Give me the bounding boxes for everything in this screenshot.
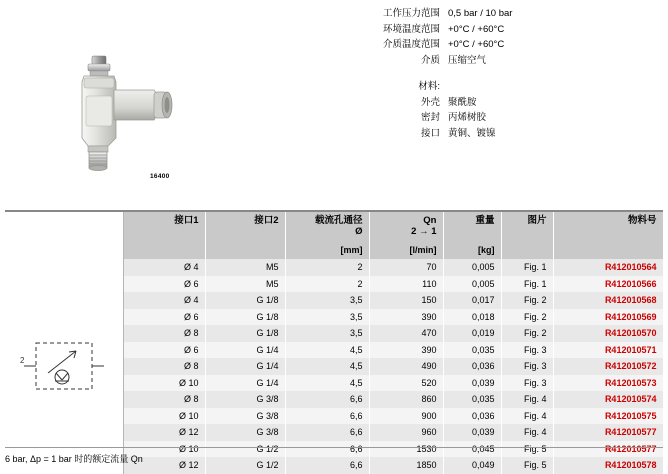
cell-port1: Ø 8 <box>123 391 205 408</box>
cell-port2: G 1/4 <box>205 342 285 359</box>
cell-port2: G 3/8 <box>205 408 285 425</box>
cell-bore: 6,6 <box>285 441 369 458</box>
cell-partno[interactable]: R412010578 <box>553 457 663 474</box>
material-header-row <box>228 79 658 95</box>
cell-weight: 0,049 <box>443 457 501 474</box>
cell-weight: 0,036 <box>443 408 501 425</box>
cell-partno[interactable]: R412010575 <box>553 408 663 425</box>
cell-qn: 390 <box>369 309 443 326</box>
cell-port1: Ø 10 <box>123 408 205 425</box>
header-port2: 接口2 <box>205 212 285 242</box>
cell-figure: Fig. 1 <box>501 276 553 293</box>
cell-bore: 4,5 <box>285 358 369 375</box>
cell-port1: Ø 4 <box>123 259 205 276</box>
cell-weight: 0,036 <box>443 358 501 375</box>
cell-port1: Ø 6 <box>123 309 205 326</box>
product-photo <box>58 52 188 172</box>
cell-qn: 70 <box>369 259 443 276</box>
cell-port1: Ø 8 <box>123 325 205 342</box>
cell-bore: 6,6 <box>285 408 369 425</box>
cell-port1: Ø 4 <box>123 292 205 309</box>
cell-figure: Fig. 3 <box>501 375 553 392</box>
table-row <box>5 259 663 276</box>
cell-figure: Fig. 4 <box>501 424 553 441</box>
units-partno <box>553 242 663 259</box>
spec-row <box>228 22 658 38</box>
cell-figure: Fig. 3 <box>501 358 553 375</box>
units-port1 <box>123 242 205 259</box>
cell-figure: Fig. 1 <box>501 259 553 276</box>
cell-qn: 150 <box>369 292 443 309</box>
spec-value: 0,5 bar / 10 bar <box>448 8 513 19</box>
spec-value: +0°C / +60°C <box>448 39 505 50</box>
circuit-symbol-icon <box>14 337 110 395</box>
cell-qn: 1850 <box>369 457 443 474</box>
material-header-label: 材料: <box>418 81 440 92</box>
spec-label: 环境温度范围 <box>382 23 440 35</box>
cell-port1: Ø 8 <box>123 358 205 375</box>
cell-qn: 960 <box>369 424 443 441</box>
cell-port1: Ø 12 <box>123 424 205 441</box>
cell-qn: 470 <box>369 325 443 342</box>
cell-port1: Ø 12 <box>123 457 205 474</box>
spec-value: 丙烯树胶 <box>448 112 487 123</box>
cell-qn: 110 <box>369 276 443 293</box>
cell-weight: 0,039 <box>443 375 501 392</box>
header-symbol <box>5 212 123 242</box>
cell-port2: G 1/2 <box>205 457 285 474</box>
header-bore-line1: 载流孔通径 <box>314 215 363 226</box>
cell-weight: 0,017 <box>443 292 501 309</box>
cell-port2: G 1/4 <box>205 375 285 392</box>
cell-bore: 6,6 <box>285 424 369 441</box>
cell-port2: M5 <box>205 276 285 293</box>
table-units-row <box>5 242 663 259</box>
cell-figure: Fig. 5 <box>501 441 553 458</box>
table-header-row <box>5 212 663 242</box>
cell-partno[interactable]: R412010571 <box>553 342 663 359</box>
header-qn-line2: 2 → 1 <box>411 226 437 237</box>
cell-bore: 6,6 <box>285 457 369 474</box>
cell-qn: 1530 <box>369 441 443 458</box>
cell-figure: Fig. 3 <box>501 342 553 359</box>
material-header-value <box>448 79 658 95</box>
cell-partno[interactable]: R412010566 <box>553 276 663 293</box>
cell-port2: G 1/4 <box>205 358 285 375</box>
spec-label: 密封 <box>420 112 440 123</box>
cell-partno[interactable]: R412010577 <box>553 441 663 458</box>
cell-partno[interactable]: R412010573 <box>553 375 663 392</box>
header-figure: 图片 <box>501 212 553 242</box>
cell-bore: 3,5 <box>285 309 369 326</box>
spec-label: 介质温度范围 <box>382 39 440 50</box>
cell-figure: Fig. 5 <box>501 457 553 474</box>
cell-partno[interactable]: R412010572 <box>553 358 663 375</box>
cell-weight: 0,005 <box>443 259 501 276</box>
units-figure <box>501 242 553 259</box>
cell-bore: 4,5 <box>285 342 369 359</box>
cell-port1: Ø 10 <box>123 441 205 458</box>
cell-weight: 0,035 <box>443 342 501 359</box>
cell-weight: 0,035 <box>443 391 501 408</box>
cell-port2: G 1/8 <box>205 325 285 342</box>
cell-bore: 3,5 <box>285 325 369 342</box>
cell-figure: Fig. 4 <box>501 408 553 425</box>
spec-row <box>228 6 658 22</box>
cell-figure: Fig. 2 <box>501 325 553 342</box>
spec-value: +0°C / +60°C <box>448 23 505 35</box>
spec-row <box>228 126 658 142</box>
cell-partno[interactable]: R412010577 <box>553 424 663 441</box>
spec-value: 压缩空气 <box>448 54 487 66</box>
cell-partno[interactable]: R412010569 <box>553 309 663 326</box>
units-port2 <box>205 242 285 259</box>
spec-label: 外壳 <box>420 96 440 108</box>
spec-row <box>228 37 658 53</box>
header-weight: 重量 <box>443 212 501 242</box>
image-caption: 16400 <box>150 173 170 180</box>
cell-port2: G 3/8 <box>205 391 285 408</box>
header-bore <box>285 212 369 242</box>
cell-bore: 6,6 <box>285 391 369 408</box>
cell-partno[interactable]: R412010564 <box>553 259 663 276</box>
symbol-port-label: 2 <box>19 356 25 366</box>
spec-row <box>228 53 658 69</box>
spec-value: 黄铜、镀镍 <box>448 127 496 139</box>
cell-port1: Ø 6 <box>123 276 205 293</box>
units-bore: [mm] <box>285 242 369 259</box>
cell-bore: 2 <box>285 259 369 276</box>
cell-port2: G 1/8 <box>205 292 285 309</box>
cell-port2: G 3/8 <box>205 424 285 441</box>
spec-value: 聚酰胺 <box>448 96 477 108</box>
cell-figure: Fig. 4 <box>501 391 553 408</box>
cell-partno[interactable]: R412010568 <box>553 292 663 309</box>
cell-qn: 490 <box>369 358 443 375</box>
cell-bore: 2 <box>285 276 369 293</box>
product-variants-table <box>5 212 664 474</box>
header-bore-line2: Ø <box>355 226 363 237</box>
cell-qn: 900 <box>369 408 443 425</box>
cell-weight: 0,005 <box>443 276 501 293</box>
product-spec-area <box>0 0 668 190</box>
cell-port2: M5 <box>205 259 285 276</box>
fitting-illustration <box>58 52 188 172</box>
cell-weight: 0,018 <box>443 309 501 326</box>
header-partno: 物料号 <box>553 212 663 242</box>
header-port1: 接口1 <box>123 212 205 242</box>
header-qn-line1: Qn <box>423 215 437 226</box>
units-weight: [kg] <box>443 242 501 259</box>
spec-label: 介质 <box>420 54 440 66</box>
specification-list <box>228 6 658 141</box>
cell-partno[interactable]: R412010570 <box>553 325 663 342</box>
cell-weight: 0,019 <box>443 325 501 342</box>
header-qn <box>369 212 443 242</box>
cell-bore: 3,5 <box>285 292 369 309</box>
cell-bore: 4,5 <box>285 375 369 392</box>
cell-figure: Fig. 2 <box>501 309 553 326</box>
cell-port2: G 1/8 <box>205 309 285 326</box>
spec-label: 接口 <box>420 127 440 139</box>
spacer <box>228 68 658 79</box>
spec-row <box>228 110 658 126</box>
circuit-symbol-cell <box>5 259 123 474</box>
cell-port1: Ø 6 <box>123 342 205 359</box>
cell-figure: Fig. 2 <box>501 292 553 309</box>
cell-qn: 520 <box>369 375 443 392</box>
cell-weight: 0,039 <box>443 424 501 441</box>
spec-label: 工作压力范围 <box>382 8 440 19</box>
cell-qn: 390 <box>369 342 443 359</box>
cell-weight: 0,045 <box>443 441 501 458</box>
spec-row <box>228 95 658 111</box>
footer-note: 6 bar, Δp = 1 bar 时的额定流量 Qn <box>5 447 663 465</box>
units-symbol <box>5 242 123 259</box>
cell-port1: Ø 10 <box>123 375 205 392</box>
cell-qn: 860 <box>369 391 443 408</box>
units-qn: [l/min] <box>369 242 443 259</box>
cell-partno[interactable]: R412010574 <box>553 391 663 408</box>
cell-port2: G 1/2 <box>205 441 285 458</box>
